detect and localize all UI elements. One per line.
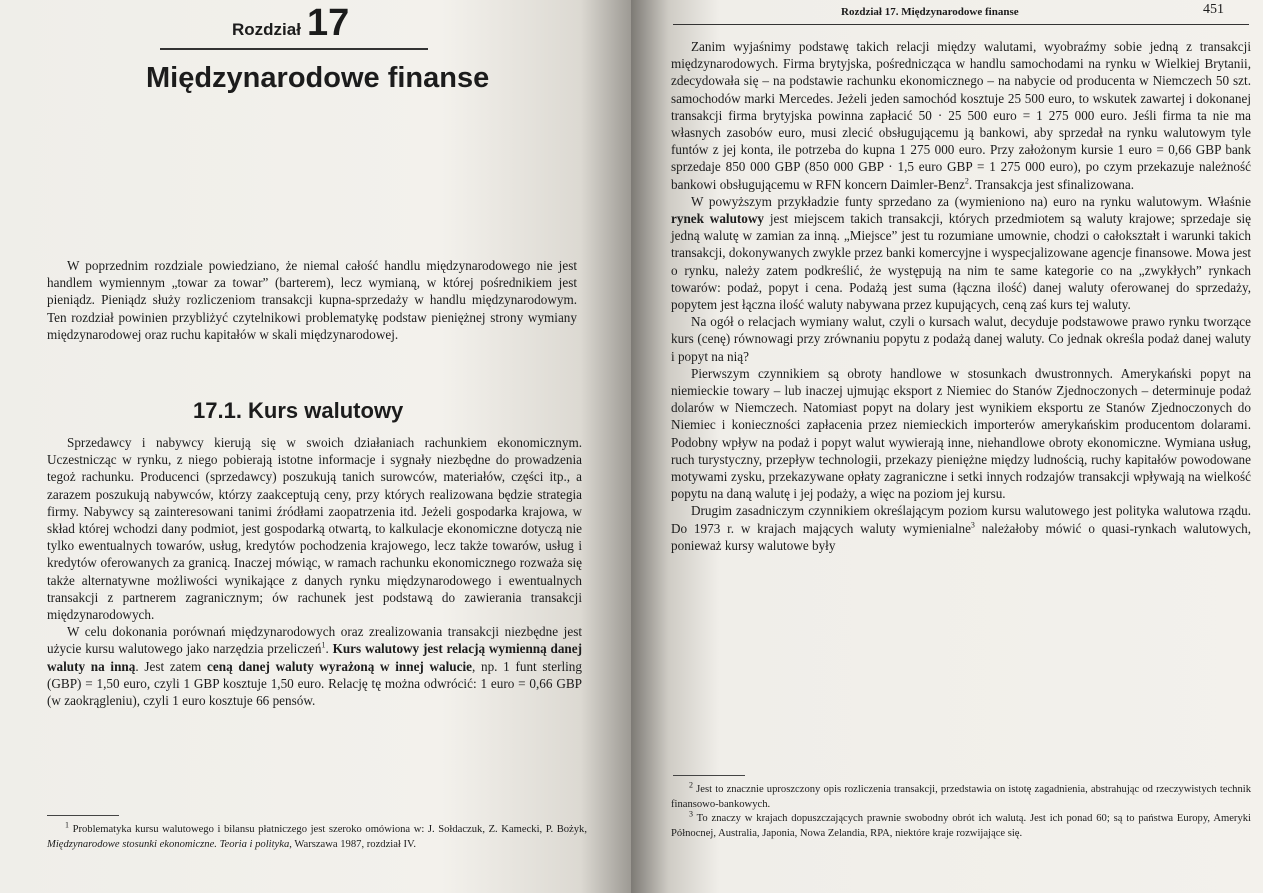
- footnote-number: 3: [689, 809, 693, 819]
- footnote-number: 1: [65, 820, 69, 830]
- p1-text-b: . Transakcja jest sfinalizowana.: [968, 176, 1134, 192]
- left-page: [0, 0, 631, 893]
- definition-bold-2: ceną danej waluty wyrażoną w innej walucie: [207, 658, 472, 674]
- paragraph-2: [47, 623, 582, 709]
- footnote-text-b: , Warszawa 1987, rozdział IV.: [289, 838, 416, 850]
- footnote-3-text: To znaczy w krajach dopuszczających prawnie swobodny obrót ich walutą. Jest ich ponad 60; są to państwa Europy, Ameryki Północnej, Australia, Japonia, Nowa Zelandia, RPA, niektóre kraje rozwijające się.: [671, 813, 1251, 839]
- p2-text-a: W celu dokonania porównań międzynarodowych oraz zrealizowania transakcji niezbędne jest użycie kursu walutowego jako narzędzia przeliczeń: [47, 624, 582, 657]
- footnote-ref-1: 1: [321, 641, 326, 651]
- footnote-ref-3: 3: [970, 520, 975, 530]
- right-page: [631, 0, 1263, 893]
- paragraph-4: Pierwszym czynnikiem są obroty handlowe w stosunkach dwustronnych. Amerykański popyt na niemieckie towary – lub inaczej ujmując eksport z Niemiec do Stanów Zjednoczonych – determinuje podaż dolarów w Niemczech. Natomiast popyt na dolary jest wynikiem eksportu ze Stanów Zjednoczonych do Niemiec i konieczności zapłacenia przez niemieckich importerów amerykańskim producentom dolarami. Podobny wpływ na podaż i popyt walut wywierają inne, niehandlowe obroty ekonomiczne. Wymiana usług, ruch turystyczny, przepływ technologii, przekazy pieniężne między ludnością, ruchy kapitałów powodowane motywami zysku, przekazywane opłaty zagraniczne i setki innych rodzajów transakcji wpływają na wielkość popytu na daną walutę i jej podaży, a więc na poziom jej kursu.: [671, 365, 1251, 502]
- footnote-1: [47, 820, 587, 852]
- footnote-2-text: Jest to znacznie uproszczony opis rozliczenia transakcji, przedstawia on istotę zagadnienia, abstrahując od rzeczywistych technik finansowo-bankowych.: [671, 784, 1251, 810]
- footnote-text-a: Problematyka kursu walutowego i bilansu płatniczego jest szeroko omówiona w: J. Sołdaczuk, Z. Kamecki, P. Bożyk,: [69, 824, 587, 835]
- heading-rule: [160, 48, 428, 50]
- running-head: Rozdział 17. Międzynarodowe finanse: [841, 6, 1019, 18]
- page-number: 451: [1203, 2, 1224, 17]
- chapter-number: 17: [306, 2, 350, 44]
- p2-text-b: .: [325, 641, 333, 657]
- right-body: [671, 38, 1251, 554]
- footnotes: [671, 780, 1251, 841]
- term-bold: rynek walutowy: [671, 211, 765, 227]
- p5-text-b: należałoby mówić o quasi-rynkach walutowych, ponieważ kursy walutowe były: [671, 520, 1251, 553]
- intro-text: W poprzednim rozdziale powiedziano, że niemal całość handlu międzynarodowego nie jest handlem wymiennym „towar za towar” (barterem), lecz wymianą, w której pośrednikiem jest pieniądz. Pieniądz służy rozliczeniom transakcji kupna-sprzedaży w handlu międzynarodowym. Ten rozdział powinien przybliżyć czytelnikowi problematykę podstaw pieniężnej strony wymiany międzynarodowej oraz ruchu kapitałów w skali międzynarodowej.: [47, 258, 577, 342]
- footnote-3: [671, 809, 1251, 841]
- paragraph-1: [671, 38, 1251, 193]
- section-title: 17.1. Kurs walutowy: [193, 398, 404, 423]
- chapter-heading: [232, 2, 349, 45]
- p2-text-d: , np. 1 funt sterling (GBP) = 1,50 euro, czyli 1 GBP kosztuje 1,50 euro. Relację tę można odwrócić: 1 euro = 0,66 GBP (w zaokrągleniu), czyli 1 euro kosztuje 66 pensów.: [47, 658, 582, 709]
- running-head-rule: [673, 24, 1249, 25]
- paragraph-5: [671, 502, 1251, 554]
- footnote-rule: [47, 815, 119, 816]
- paragraph-2: [671, 193, 1251, 313]
- section-body: [47, 434, 582, 709]
- footnote-number: 2: [689, 780, 693, 790]
- paragraph-1: Sprzedawcy i nabywcy kierują się w swoich działaniach rachunkiem ekonomicznym. Uczestnicząc w rynku, z niego pobierają istotne informacje i sygnały niezbędne do prowadzenia tegoż rachunku. Producenci (sprzedawcy) poszukują tanich surowców, materiałów, części itp., a zarazem poszukują nabywców, którzy zaakceptują ceny, przy których realizowana będzie strategia firmy. Nabywcy są zainteresowani tanimi źródłami zaopatrzenia itd. Jeżeli gospodarka krajowa, w skład której wchodzi dany podmiot, jest gospodarką otwartą, to kalkulacje ekonomiczne dotyczą nie tylko ewentualnych towarów, usług, kredytów pochodzenia krajowego, lecz także towarów, usług i kredytów oferowanych za granicą. Inaczej mówiąc, w ramach rachunku ekonomicznego rozważa się także alternatywne możliwości wynikające z danych rynku międzynarodowego i ewentualnych transakcji z partnerem zagranicznym; ów rachunek jest podstawą do zawierania transakcji międzynarodowych.: [47, 435, 582, 623]
- p2-text-b: jest miejscem takich transakcji, których przedmiotem są waluty krajowe; sprzedaje się jedną walutę w zamian za inną. „Miejsce” jest tu rozumiane umownie, chodzi o całokształt i warunki takich transakcji, dokonywanych zwykle przez banki komercyjne i wyspecjalizowane agencje finansowe. Mowa jest o rynku, należy zatem podkreślić, że występują na nim te same kategorie co na „zwykłych” rynkach towarów: podaż, popyt i cena. Podażą jest suma (łączna ilość) danej waluty oferowanej do sprzedaży, popytem jest łączna ilość waluty nabywana przez kupujących, ceną zaś kurs tej waluty.: [671, 211, 1251, 313]
- p5-text-a: Drugim zasadniczym czynnikiem określającym poziom kursu walutowego jest polityka walutowa rządu. Do 1973 r. w krajach mających waluty wymienialne: [671, 503, 1251, 536]
- chapter-title: Międzynarodowe finanse: [146, 62, 490, 94]
- definition-bold-1: Kurs walutowy jest relacją wymienną danej waluty na inną: [47, 641, 583, 674]
- chapter-word: Rozdział: [232, 20, 301, 39]
- footnote-book-title: Międzynarodowe stosunki ekonomiczne. Teoria i polityka: [47, 838, 290, 850]
- footnote-2: [671, 780, 1251, 812]
- footnote-rule: [673, 775, 745, 776]
- paragraph-3: Na ogół o relacjach wymiany walut, czyli o kursach walut, decyduje podstawowe prawo rynku tworzące kurs (cenę) równowagi przy zrównaniu popytu z podażą danej waluty. Co jednak określa podaż danej waluty i popyt na nią?: [671, 314, 1251, 364]
- p2-text-c: . Jest zatem: [135, 658, 208, 674]
- intro-paragraph: [47, 257, 577, 343]
- p1-text-a: Zanim wyjaśnimy podstawę takich relacji między walutami, wyobraźmy sobie jedną z transakcji międzynarodowych. Firma brytyjska, pośrednicząca w handlu samochodami na rynku w Wielkiej Brytanii, zdecydowała się – na podstawie rachunku ekonomicznego – na nabycie od producenta w Niemczech 50 szt. samochodów marki Mercedes. Jeżeli jeden samochód kosztuje 25 500 euro, to wskutek zawartej i dokonanej transakcji firma brytyjska powinna zapłacić 50 · 25 500 euro = 1 275 000 euro. Jeśli firma ta nie ma własnych zasobów euro, musi zlecić obsługującemu ją bankowi, aby sprzedał na rynku walutowym tyle funtów z jej konta, ile potrzeba do kupna 1 275 000 euro. Przy założonym kursie 1 euro = 0,66 GBP bank sprzedaje 850 000 GBP (850 000 GBP · 1,5 euro GBP = 1 275 000 euro), po czym przekazuje należność bankowi obsługującemu w RFN koncern Daimler-Benz: [671, 39, 1251, 192]
- p2-text-a: W powyższym przykładzie funty sprzedano za (wymieniono na) euro na rynku walutowym. Właśnie: [691, 193, 1251, 209]
- footnote-ref-2: 2: [964, 176, 969, 186]
